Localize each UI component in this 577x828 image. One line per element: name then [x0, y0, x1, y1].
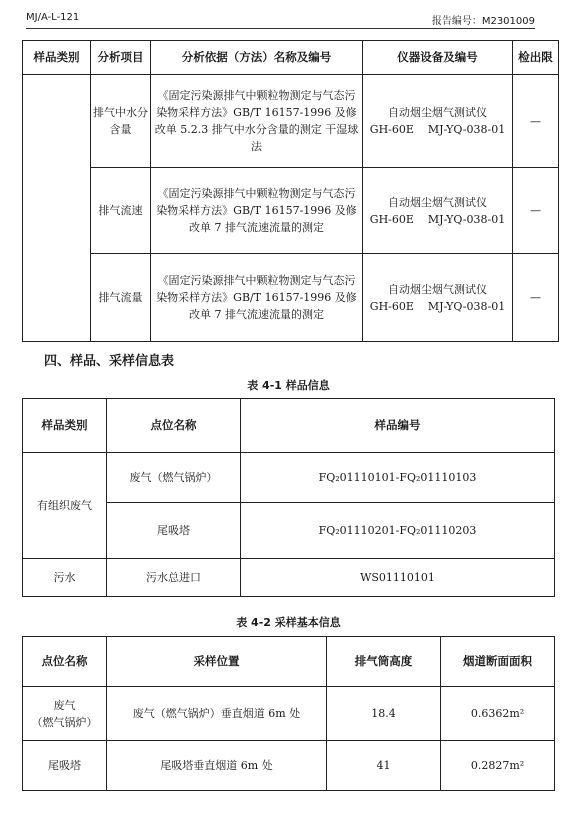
column-header: 分析依据（方法）名称及编号 — [151, 41, 363, 75]
table-header-row — [23, 637, 555, 687]
instrument-cell — [363, 254, 513, 342]
table-header-row — [23, 41, 559, 75]
instrument-model: GH-60E MJ-YQ-038-01 — [369, 212, 506, 226]
column-header: 样品类别 — [23, 41, 91, 75]
point-name: 废气（燃气锅炉） — [107, 453, 241, 503]
stack-height: 41 — [327, 741, 441, 791]
column-header: 样品编号 — [241, 399, 555, 453]
table-row — [23, 254, 559, 342]
table-row — [23, 168, 559, 254]
instrument-cell — [363, 75, 513, 168]
instrument-name: 自动烟尘烟气测试仪 — [388, 282, 487, 296]
table-row — [23, 741, 555, 791]
sampling-info-table — [22, 636, 555, 791]
sample-code: WS01110101 — [241, 559, 555, 597]
point-name-line: （燃气锅炉） — [31, 715, 98, 729]
point-name: 尾吸塔 — [23, 741, 107, 791]
sampling-location: 废气（燃气锅炉）垂直烟道 6m 处 — [107, 687, 327, 741]
report-number: 报告编号：M2301009 — [431, 16, 535, 27]
column-header: 样品类别 — [23, 399, 107, 453]
sample-code: FQ₂01110201-FQ₂01110203 — [241, 503, 555, 559]
point-name-line: 废气 — [53, 698, 76, 712]
column-header: 排气筒高度 — [327, 637, 441, 687]
flue-area: 0.2827m² — [441, 741, 555, 791]
analysis-method-table — [22, 40, 559, 342]
table-row — [23, 687, 555, 741]
analysis-item: 排气中水分含量 — [91, 75, 151, 168]
column-header: 仪器设备及编号 — [363, 41, 513, 75]
point-name — [23, 687, 107, 741]
sample-category: 污水 — [23, 559, 107, 597]
instrument-name: 自动烟尘烟气测试仪 — [388, 106, 487, 119]
instrument-name: 自动烟尘烟气测试仪 — [388, 195, 487, 209]
detection-limit: — — [513, 254, 559, 342]
table-row — [23, 75, 559, 168]
sampling-location: 尾吸塔垂直烟道 6m 处 — [107, 741, 327, 791]
point-name: 尾吸塔 — [107, 503, 241, 559]
detection-limit: — — [513, 75, 559, 168]
column-header: 检出限 — [513, 41, 559, 75]
sample-info-table — [22, 398, 555, 597]
analysis-item: 排气流速 — [91, 168, 151, 254]
column-header: 分析项目 — [91, 41, 151, 75]
column-header: 采样位置 — [107, 637, 327, 687]
table-caption: 表 4-2 采样基本信息 — [236, 616, 341, 629]
column-header: 点位名称 — [107, 399, 241, 453]
point-name: 污水总进口 — [107, 559, 241, 597]
sample-code: FQ₂01110101-FQ₂01110103 — [241, 453, 555, 503]
section-title: 四、样品、采样信息表 — [44, 354, 175, 369]
detection-limit: — — [513, 168, 559, 254]
table-row — [23, 559, 555, 597]
method-cell: 《固定污染源排气中颗粒物测定与气态污染物采样方法》GB/T 16157-1996 及修改单 5.2.3 排气中水分含量的测定 干湿球法 — [151, 75, 363, 168]
sample-category: 有组织废气 — [23, 453, 107, 559]
page-header — [26, 10, 535, 29]
table-row — [23, 453, 555, 503]
column-header: 烟道断面面积 — [441, 637, 555, 687]
stack-height: 18.4 — [327, 687, 441, 741]
document-code: MJ/A-L-121 — [26, 12, 80, 23]
column-header: 点位名称 — [23, 637, 107, 687]
flue-area: 0.6362m² — [441, 687, 555, 741]
method-cell: 《固定污染源排气中颗粒物测定与气态污染物采样方法》GB/T 16157-1996 及修改单 7 排气流速流量的测定 — [151, 168, 363, 254]
instrument-model: GH-60E MJ-YQ-038-01 — [369, 299, 506, 313]
method-cell: 《固定污染源排气中颗粒物测定与气态污染物采样方法》GB/T 16157-1996 及修改单 7 排气流速流量的测定 — [151, 254, 363, 342]
instrument-cell — [363, 168, 513, 254]
table-header-row — [23, 399, 555, 453]
instrument-model: GH-60E MJ-YQ-038-01 — [369, 123, 506, 136]
table-caption: 表 4-1 样品信息 — [247, 379, 330, 392]
analysis-item: 排气流量 — [91, 254, 151, 342]
sample-category-cell — [23, 75, 91, 342]
